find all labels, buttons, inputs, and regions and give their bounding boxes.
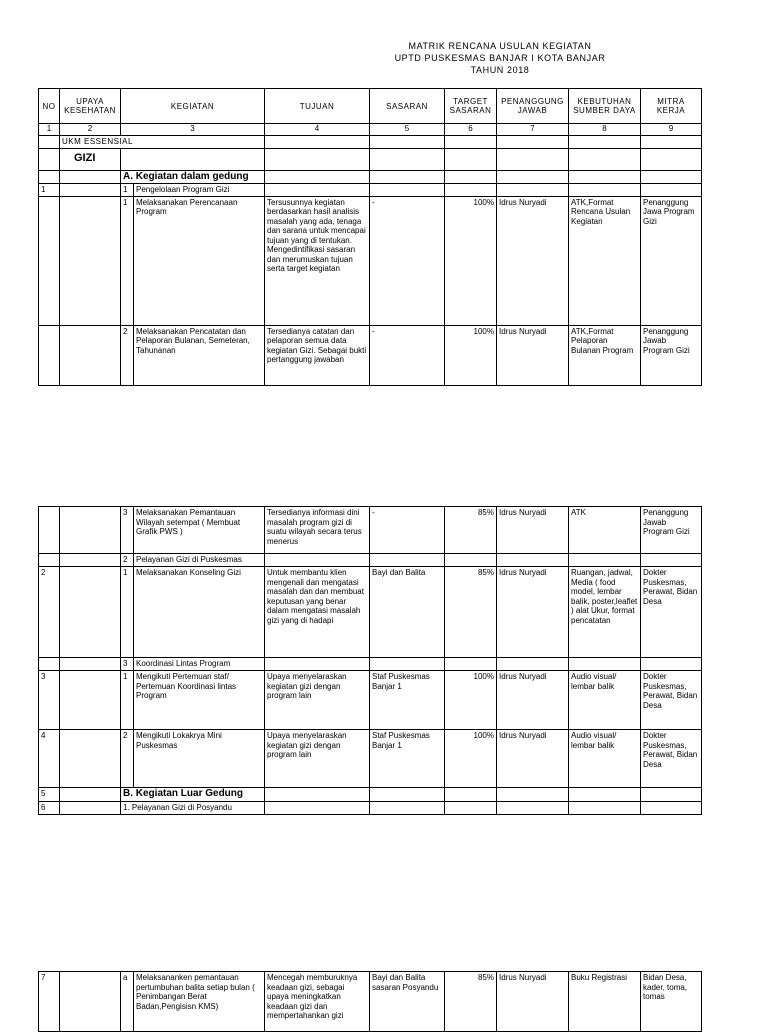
row-number: 4 (39, 730, 60, 788)
group-index: 2 (121, 554, 134, 567)
sub-index: 2 (121, 730, 134, 788)
sasaran-cell: Staf Puskesmas Banjar 1 (370, 730, 445, 788)
mitra-cell: Bidan Desa, kader, toma, tomas (641, 972, 702, 1032)
kegiatan-cell: Mengikuti Lokakrya Mini Puskesmas (134, 730, 265, 788)
penanggung-jawab-cell: Idrus Nuryadi (497, 325, 569, 385)
target-cell: 85% (445, 972, 497, 1032)
header-upaya-kesehatan: UPAYA KESEHATAN (60, 89, 121, 124)
header-no: NO (39, 89, 60, 124)
sub-index: a (121, 972, 134, 1032)
sasaran-cell: Staf Puskesmas Banjar 1 (370, 671, 445, 730)
document-title-line-1: MATRIK RENCANA USULAN KEGIATAN (408, 41, 592, 51)
tujuan-cell: Untuk membantu klien mengenali dan mengatasi masalah dan dan membuat keputusan yang benar dalam mengatasi masalah gizi yang di hadapi (265, 567, 370, 658)
kebutuhan-cell: Audio visual/ lembar balik (569, 671, 641, 730)
table-row (39, 671, 702, 730)
document-title-line-2: UPTD PUSKESMAS BANJAR I KOTA BANJAR (394, 53, 606, 63)
sasaran-cell: - (370, 196, 445, 325)
header-penanggung-jawab: PENANGGUNG JAWAB (497, 89, 569, 124)
kebutuhan-cell: Ruangan, jadwal, Media ( food model, lembar balik, poster,leaflet ) alat Ukur, format pencatatan (569, 567, 641, 658)
sub-index: 3 (121, 507, 134, 554)
header-sasaran: SASARAN (370, 89, 445, 124)
target-cell: 85% (445, 567, 497, 658)
kegiatan-cell: Mengikuti Pertemuan staf/ Pertemuan Koordinasi lintas Program (134, 671, 265, 730)
sub-index: 1 (121, 671, 134, 730)
mitra-cell: Penanggung Jawab Program Gizi (641, 325, 702, 385)
mitra-cell: Dokter Puskesmas, Perawat, Bidan Desa (641, 671, 702, 730)
sub-index: 1 (121, 196, 134, 325)
table-row (39, 507, 702, 554)
tujuan-cell: Tersusunnya kegiatan berdasarkan hasil analisis masalah yang ada, tenaga dan sarana untuk mencapai tujuan yang di tentukan. Mengedintifikasi sasaran dan merumuskan tujuan serta target kegiatan (265, 196, 370, 325)
table-row (39, 972, 702, 1032)
kegiatan-cell: Melaksanakan Pemantauan Wilayah setempat ( Membuat Grafik PWS ) (134, 507, 265, 554)
sub-index: 1 (121, 567, 134, 658)
tujuan-cell: Upaya menyelaraskan kegiatan gizi dengan program lain (265, 671, 370, 730)
col-number: 7 (497, 124, 569, 136)
group-label-koordinasi: Koordinasi Lintas Program (134, 658, 265, 671)
row-number: 6 (39, 802, 60, 815)
row-number: 7 (39, 972, 60, 1032)
target-cell: 100% (445, 730, 497, 788)
table-row (39, 567, 702, 658)
header-mitra-kerja: MITRA KERJA (641, 89, 702, 124)
table-row (39, 730, 702, 788)
kegiatan-cell: Melaksanakan Pencatatan dan Pelaporan Bulanan, Semeteran, Tahunanan (134, 325, 265, 385)
matrix-table-page-2 (38, 506, 702, 815)
tujuan-cell: Mencegah memburuknya keadaan gizi, sebagai upaya meningkatkan keadaan gizi dan mempertahankan gizi (265, 972, 370, 1032)
mitra-cell: Penanggung Jawa Program Gizi (641, 196, 702, 325)
target-cell: 85% (445, 507, 497, 554)
header-target-sasaran: TARGET SASARAN (445, 89, 497, 124)
col-number: 3 (121, 124, 265, 136)
sub-index: 2 (121, 325, 134, 385)
penanggung-jawab-cell: Idrus Nuryadi (497, 671, 569, 730)
matrix-table-page-1 (38, 88, 702, 386)
penanggung-jawab-cell: Idrus Nuryadi (497, 567, 569, 658)
group-label-posyandu: 1. Pelayanan Gizi di Posyandu (121, 802, 265, 815)
kegiatan-cell: Melaksanakan Perencanaan Program (134, 196, 265, 325)
kebutuhan-cell: ATK,Format Rencana Usulan Kegiatan (569, 196, 641, 325)
col-number: 9 (641, 124, 702, 136)
document-title-line-3: TAHUN 2018 (470, 65, 530, 75)
program-gizi-heading: GIZI (60, 148, 121, 170)
col-number: 6 (445, 124, 497, 136)
table-row (39, 196, 702, 325)
table-row (39, 325, 702, 385)
header-kegiatan: KEGIATAN (121, 89, 265, 124)
header-kebutuhan-sumber-daya: KEBUTUHAN SUMBER DAYA (569, 89, 641, 124)
col-number: 2 (60, 124, 121, 136)
tujuan-cell: Tersedianya informasi dini masalah program gizi di suatu wilayah secara terus menerus (265, 507, 370, 554)
kegiatan-cell: Melaksananken pemantauan pertumbuhan balita setiap bulan ( Penimbangan Berat Badan,Pengisisn KMS) (134, 972, 265, 1032)
row-number: 5 (39, 788, 60, 802)
target-cell: 100% (445, 671, 497, 730)
penanggung-jawab-cell: Idrus Nuryadi (497, 196, 569, 325)
penanggung-jawab-cell: Idrus Nuryadi (497, 507, 569, 554)
row-number: 2 (39, 567, 60, 658)
penanggung-jawab-cell: Idrus Nuryadi (497, 730, 569, 788)
sasaran-cell: - (370, 325, 445, 385)
sasaran-cell: Bayi dan Balita (370, 567, 445, 658)
kebutuhan-cell: ATK,Format Pelaporan Bulanan Program (569, 325, 641, 385)
ukm-essensial-label: UKM ESSENSIAL (60, 136, 265, 149)
section-b-heading: B. Kegiatan Luar Gedung (121, 788, 265, 802)
col-number: 1 (39, 124, 60, 136)
row-number: 1 (39, 183, 60, 196)
col-number: 4 (265, 124, 370, 136)
matrix-table-page-3 (38, 971, 702, 1032)
group-label-pelayanan: Pelayanan Gizi di Puskesmas (134, 554, 265, 567)
target-cell: 100% (445, 196, 497, 325)
group-index: 1 (121, 183, 134, 196)
group-index: 3 (121, 658, 134, 671)
mitra-cell: Penanggung Jawab Program Gizi (641, 507, 702, 554)
mitra-cell: Dokter Puskesmas, Perawat, Bidan Desa (641, 567, 702, 658)
kebutuhan-cell: Audio visual/ lembar balik (569, 730, 641, 788)
penanggung-jawab-cell: Idrus Nuryadi (497, 972, 569, 1032)
sasaran-cell: Bayi dan Balita sasaran Posyandu (370, 972, 445, 1032)
header-tujuan: TUJUAN (265, 89, 370, 124)
target-cell: 100% (445, 325, 497, 385)
kegiatan-cell: Melaksanakan Konseling Gizi (134, 567, 265, 658)
row-number: 3 (39, 671, 60, 730)
col-number: 8 (569, 124, 641, 136)
kebutuhan-cell: Buku Registrasi (569, 972, 641, 1032)
group-label-pengelolaan: Pengelolaan Program Gizi (134, 183, 265, 196)
mitra-cell: Dokter Puskesmas, Perawat, Bidan Desa (641, 730, 702, 788)
section-a-heading: A. Kegiatan dalam gedung (121, 170, 265, 183)
tujuan-cell: Tersedianya catatan dan pelaporan semua data kegiatan Gizi. Sebagai bukti pertanggung jawaban (265, 325, 370, 385)
col-number: 5 (370, 124, 445, 136)
tujuan-cell: Upaya menyelaraskan kegiatan gizi dengan program lain (265, 730, 370, 788)
sasaran-cell: - (370, 507, 445, 554)
kebutuhan-cell: ATK (569, 507, 641, 554)
